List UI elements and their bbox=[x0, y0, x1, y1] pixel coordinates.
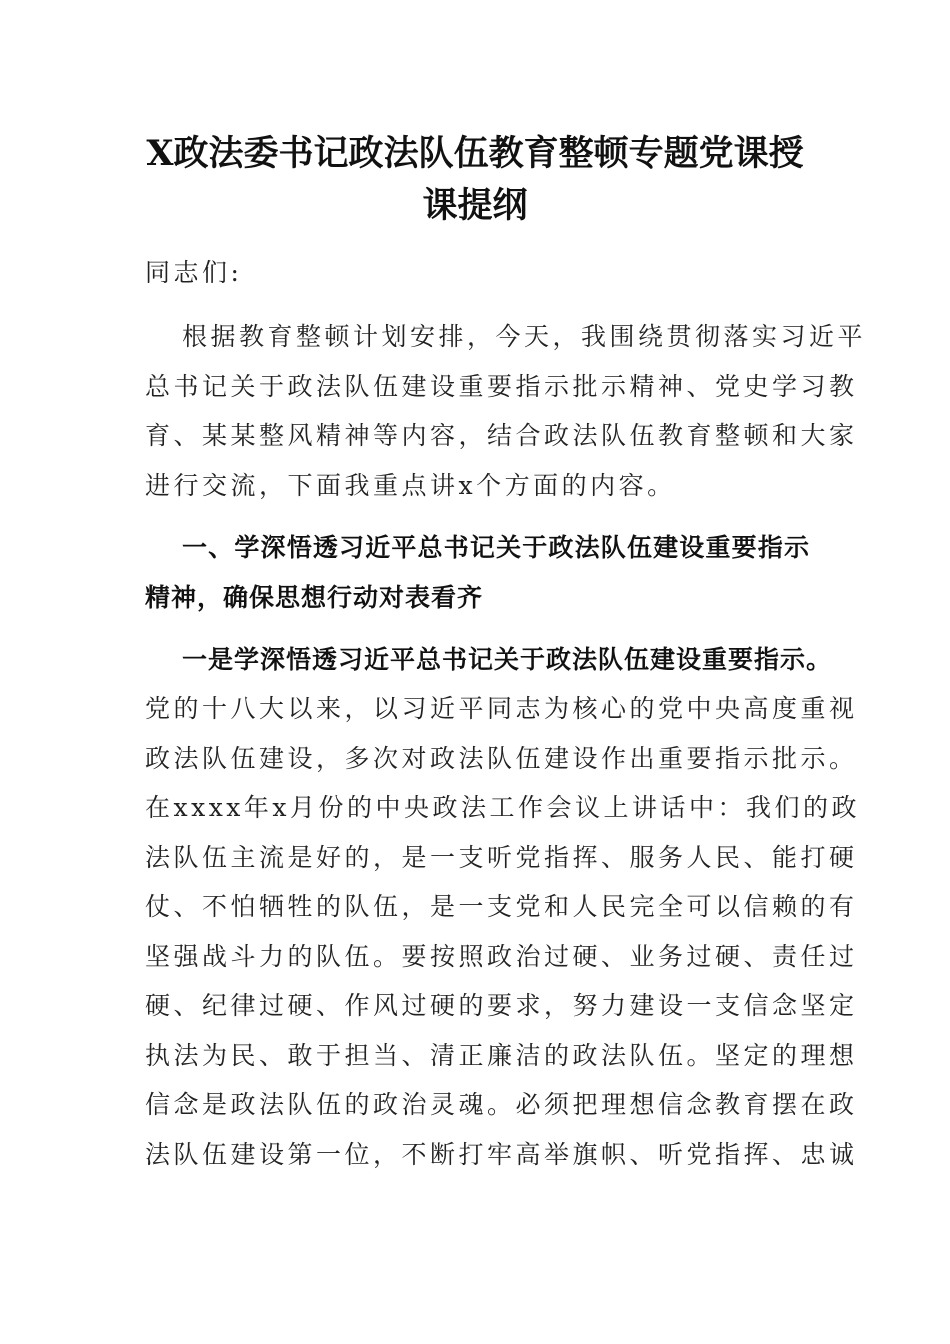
body-line-10: 法队伍建设第一位，不断打牢高举旗帜、听党指挥、忠诚 bbox=[145, 1140, 858, 1169]
document-title bbox=[0, 128, 950, 232]
salutation: 同志们: bbox=[145, 258, 243, 287]
body-line-8: 执法为民、敢于担当、清正廉洁的政法队伍。坚定的理想 bbox=[145, 1041, 858, 1070]
heading-1-line-2: 精神，确保思想行动对表看齐 bbox=[145, 583, 484, 612]
intro-line-2: 总书记关于政法队伍建设重要指示批示精神、党史学习教 bbox=[145, 372, 858, 401]
intro-line-1: 根据教育整顿计划安排，今天，我围绕贯彻落实习近平 bbox=[182, 322, 867, 351]
heading-1-line-1: 一、学深悟透习近平总书记关于政法队伍建设重要指示 bbox=[182, 533, 810, 562]
body-line-7: 硬、纪律过硬、作风过硬的要求，努力建设一支信念坚定 bbox=[145, 991, 858, 1020]
body-line-2: 政法队伍建设，多次对政法队伍建设作出重要指示批示。 bbox=[145, 744, 858, 773]
body-line-4: 法队伍主流是好的，是一支听党指挥、服务人民、能打硬 bbox=[145, 843, 858, 872]
title-line-1: X政法委书记政法队伍教育整顿专题党课授 bbox=[146, 133, 804, 174]
intro-line-4: 进行交流，下面我重点讲x个方面的内容。 bbox=[145, 471, 676, 500]
intro-line-3: 育、某某整风精神等内容，结合政法队伍教育整顿和大家 bbox=[145, 421, 858, 450]
body-line-3: 在xxxx年x月份的中央政法工作会议上讲话中：我们的政 bbox=[145, 793, 860, 822]
body-line-9: 信念是政法队伍的政治灵魂。必须把理想信念教育摆在政 bbox=[145, 1090, 858, 1119]
body-line-5: 仗、不怕牺牲的队伍，是一支党和人民完全可以信赖的有 bbox=[145, 892, 858, 921]
point-1-heading: 一是学深悟透习近平总书记关于政法队伍建设重要指示。 bbox=[182, 645, 833, 674]
title-line-2: 课提纲 bbox=[422, 185, 528, 226]
body-line-6: 坚强战斗力的队伍。要按照政治过硬、业务过硬、责任过 bbox=[145, 942, 858, 971]
body-line-1: 党的十八大以来，以习近平同志为核心的党中央高度重视 bbox=[145, 694, 858, 723]
